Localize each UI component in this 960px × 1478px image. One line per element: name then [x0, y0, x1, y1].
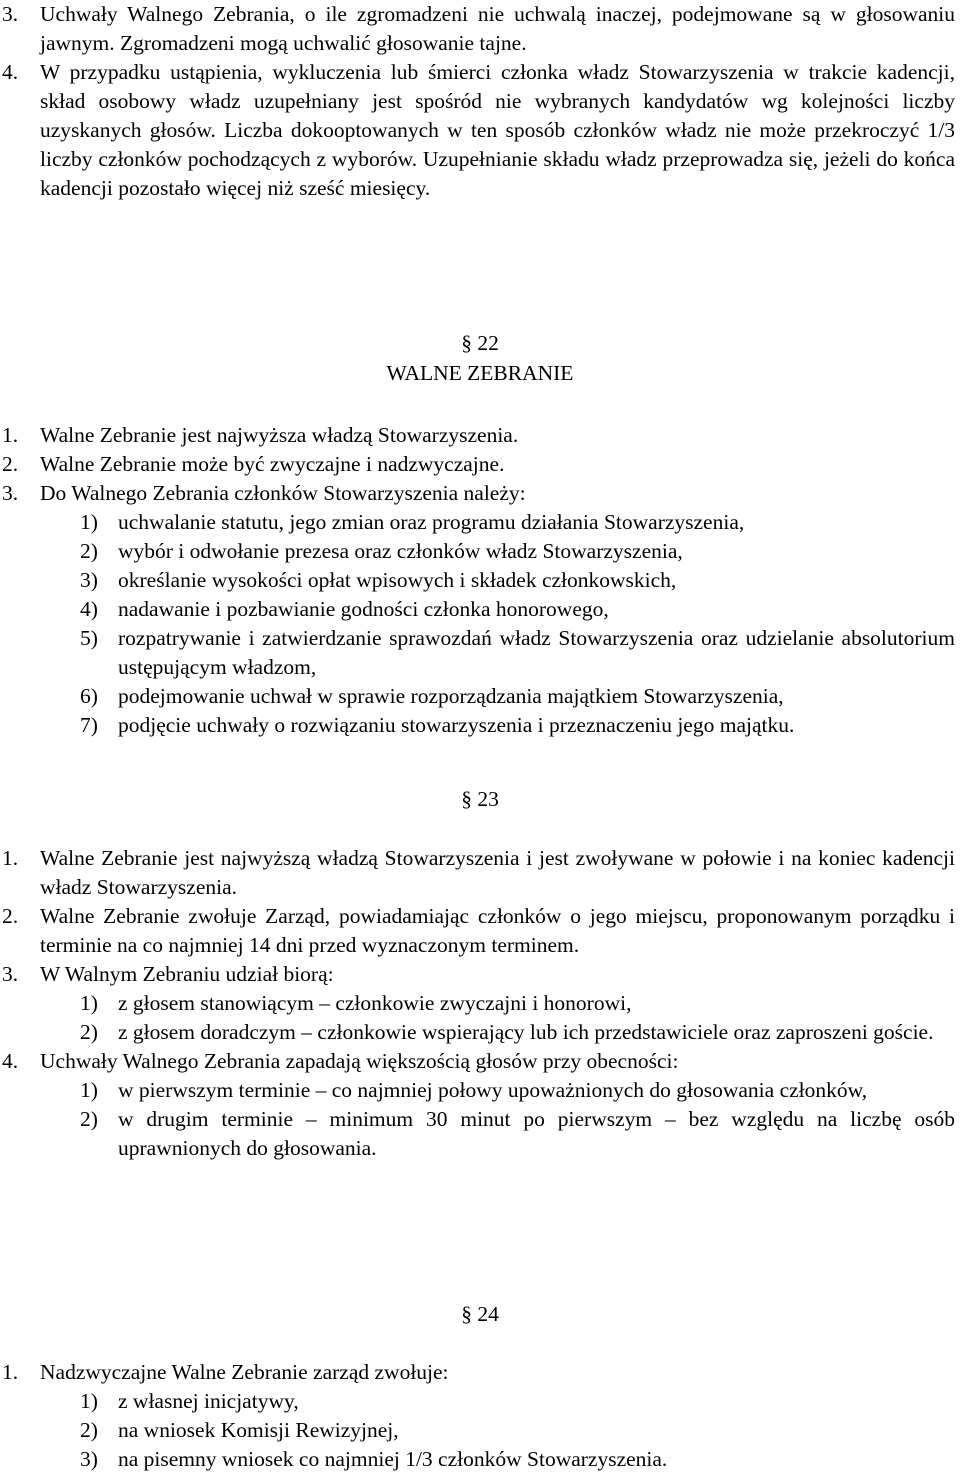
sub-item — [0, 1076, 960, 1105]
section-24-heading — [0, 1300, 960, 1329]
sub-item-text: nadawanie i pozbawianie godności członka honorowego, — [118, 597, 609, 621]
item-text: Walne Zebranie jest najwyższą władzą Stowarzyszenia i jest zwoływane w połowie i na koniec kadencji władz Stowarzyszenia. — [40, 846, 955, 899]
sub-item — [0, 1445, 960, 1474]
list-item — [0, 58, 960, 203]
section-22-body — [0, 421, 960, 740]
sub-item — [0, 595, 960, 624]
item-text: Uchwały Walnego Zebrania zapadają większością głosów przy obecności: — [40, 1049, 679, 1073]
list-item — [0, 1358, 960, 1387]
item-text: Nadzwyczajne Walne Zebranie zarząd zwołuje: — [40, 1360, 449, 1384]
sub-item-number: 3) — [80, 568, 98, 592]
section-22-heading — [0, 329, 960, 358]
sub-item-text: na wniosek Komisji Rewizyjnej, — [118, 1418, 399, 1442]
sub-item-text: wybór i odwołanie prezesa oraz członków władz Stowarzyszenia, — [118, 539, 683, 563]
sub-item-text: określanie wysokości opłat wpisowych i składek członkowskich, — [118, 568, 677, 592]
item-text: Uchwały Walnego Zebrania, o ile zgromadzeni nie uchwalą inaczej, podejmowane są w głosowaniu jawnym. Zgromadzeni mogą uchwalić głosowanie tajne. — [40, 2, 955, 55]
list-item — [0, 902, 960, 960]
item-number: 2. — [2, 904, 19, 928]
sub-item-text: na pisemny wniosek co najmniej 1/3 członków Stowarzyszenia. — [118, 1447, 668, 1471]
sub-item — [0, 1416, 960, 1445]
sub-item-number: 5) — [80, 626, 98, 650]
section-number: 23 — [477, 787, 499, 811]
sub-item-number: 2) — [80, 1418, 98, 1442]
list-item — [0, 0, 960, 58]
sub-item-number: 7) — [80, 713, 98, 737]
sub-item-text: podjęcie uchwały o rozwiązaniu stowarzyszenia i przeznaczeniu jego majątku. — [118, 713, 795, 737]
section-sign: § — [461, 1302, 472, 1326]
sub-item-number: 1) — [80, 1389, 98, 1413]
sub-item — [0, 1105, 960, 1163]
sub-item-text: w drugim terminie – minimum 30 minut po pierwszym – bez względu na liczbę osób uprawnionych do głosowania. — [118, 1107, 955, 1160]
item-number: 1. — [2, 423, 19, 447]
section-23-body — [0, 844, 960, 1163]
section-sign: § — [461, 787, 472, 811]
sub-item — [0, 624, 960, 682]
sub-item-number: 3) — [80, 1447, 98, 1471]
sub-item — [0, 1018, 960, 1047]
section-23-heading — [0, 785, 960, 814]
section-24-body — [0, 1358, 960, 1474]
sub-item-text: z głosem doradczym – członkowie wspierający lub ich przedstawiciele oraz zaproszeni goście. — [118, 1020, 934, 1044]
sub-item-number: 1) — [80, 510, 98, 534]
sub-item-text: podejmowanie uchwał w sprawie rozporządzania majątkiem Stowarzyszenia, — [118, 684, 784, 708]
sub-item-number: 4) — [80, 597, 98, 621]
sub-item — [0, 989, 960, 1018]
sub-item-text: uchwalanie statutu, jego zmian oraz programu działania Stowarzyszenia, — [118, 510, 745, 534]
item-number: 1. — [2, 1360, 19, 1384]
item-text: W Walnym Zebraniu udział biorą: — [40, 962, 334, 986]
sub-item — [0, 682, 960, 711]
item-number: 3. — [2, 962, 19, 986]
item-number: 4. — [2, 1049, 19, 1073]
list-item — [0, 479, 960, 508]
list-item — [0, 960, 960, 989]
sub-item-text: w pierwszym terminie – co najmniej połowy upoważnionych do głosowania członków, — [118, 1078, 868, 1102]
sub-item — [0, 508, 960, 537]
sub-item — [0, 1387, 960, 1416]
list-item — [0, 450, 960, 479]
section-21-continuation — [0, 0, 960, 203]
item-text: Do Walnego Zebrania członków Stowarzyszenia należy: — [40, 481, 526, 505]
sub-item — [0, 537, 960, 566]
sub-item — [0, 566, 960, 595]
list-item — [0, 421, 960, 450]
item-number: 1. — [2, 846, 19, 870]
item-number: 3. — [2, 481, 19, 505]
item-text: Walne Zebranie zwołuje Zarząd, powiadamiając członków o jego miejscu, proponowanym porządku i terminie na co najmniej 14 dni przed wyznaczonym terminem. — [40, 904, 955, 957]
list-item — [0, 844, 960, 902]
item-text: Walne Zebranie może być zwyczajne i nadzwyczajne. — [40, 452, 505, 476]
sub-item-number: 2) — [80, 1020, 98, 1044]
sub-item-text: z głosem stanowiącym – członkowie zwyczajni i honorowi, — [118, 991, 632, 1015]
section-number: 22 — [477, 331, 499, 355]
sub-item-text: rozpatrywanie i zatwierdzanie sprawozdań władz Stowarzyszenia oraz udzielanie absolutorium ustępującym władzom, — [118, 626, 955, 679]
section-22-title: WALNE ZEBRANIE — [386, 361, 574, 385]
sub-item — [0, 711, 960, 740]
item-number: 4. — [2, 60, 19, 84]
sub-item-number: 1) — [80, 991, 98, 1015]
item-text: Walne Zebranie jest najwyższa władzą Stowarzyszenia. — [40, 423, 519, 447]
sub-item-text: z własnej inicjatywy, — [118, 1389, 299, 1413]
list-item — [0, 1047, 960, 1076]
item-text: W przypadku ustąpienia, wykluczenia lub śmierci członka władz Stowarzyszenia w trakcie kadencji, skład osobowy władz uzupełniany jest spośród nie wybranych kandydatów wg kolejności liczby uzyskanych głosów. Liczba dokooptowanych w ten sposób członków władz nie może przekroczyć 1/3 liczby członków pochodzących z wyborów. Uzupełnianie składu władz przeprowadza się, jeżeli do końca kadencji pozostało więcej niż sześć miesięcy. — [40, 60, 955, 200]
section-sign: § — [461, 331, 472, 355]
sub-item-number: 2) — [80, 539, 98, 563]
item-number: 2. — [2, 452, 19, 476]
sub-item-number: 6) — [80, 684, 98, 708]
item-number: 3. — [2, 2, 19, 26]
section-number: 24 — [477, 1302, 499, 1326]
sub-item-number: 1) — [80, 1078, 98, 1102]
sub-item-number: 2) — [80, 1107, 98, 1131]
